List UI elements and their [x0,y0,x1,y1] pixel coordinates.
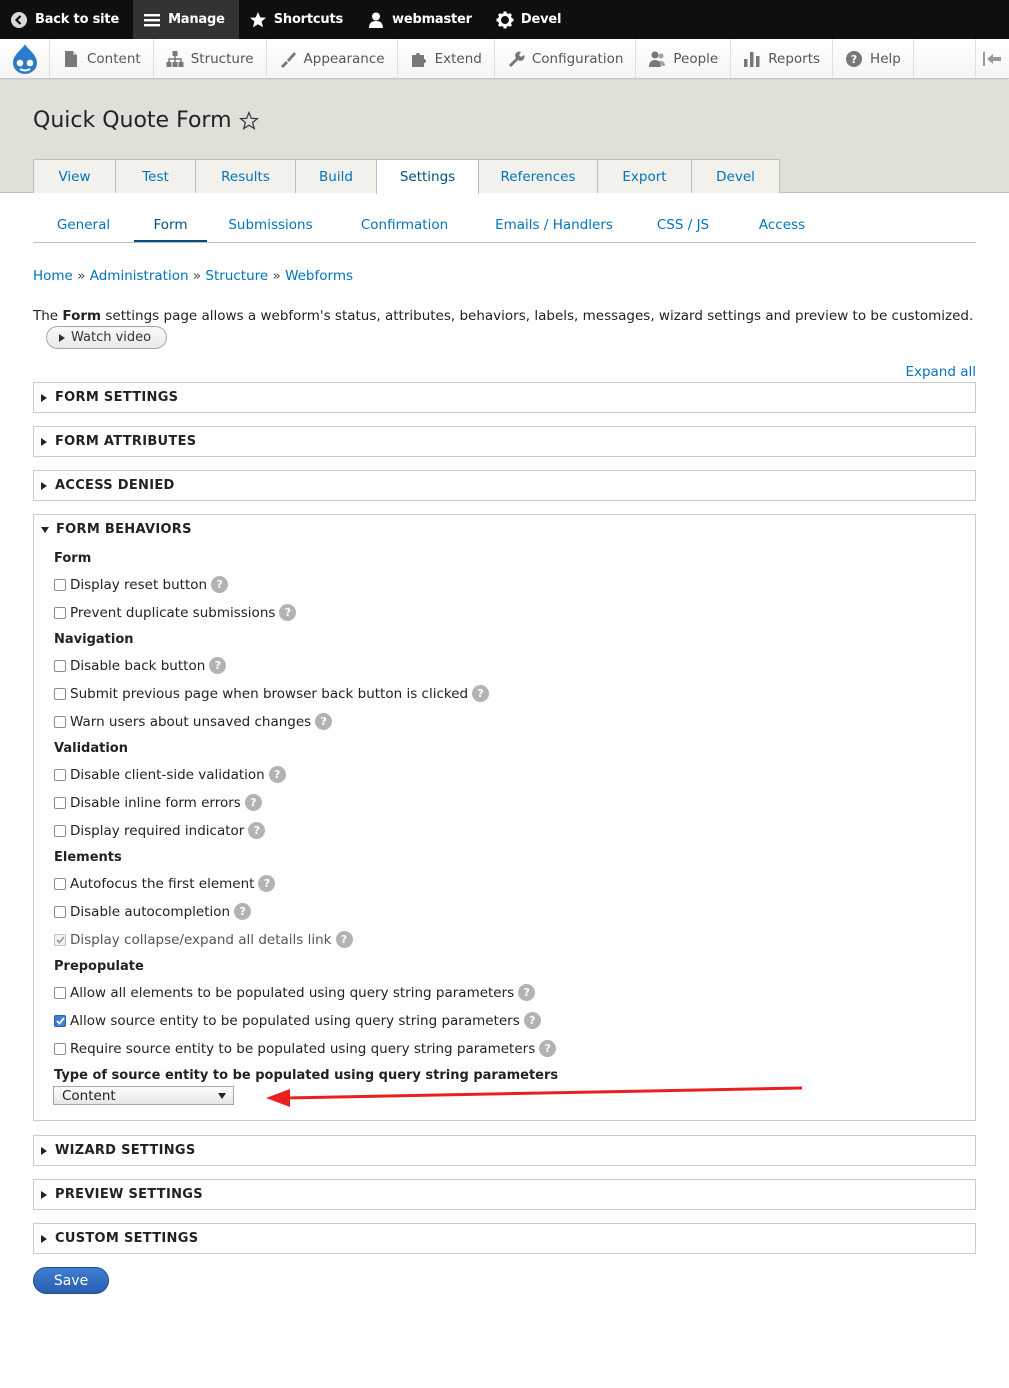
breadcrumb-separator: » [272,268,281,284]
collapse-arrow-icon [41,527,49,533]
primary-tabs [33,159,779,194]
checkbox-disable-client-side-validation[interactable] [54,766,286,783]
checkbox-prevent-duplicate-submissions[interactable] [54,604,296,621]
breadcrumb-structure[interactable]: Structure [205,268,269,284]
checkbox[interactable] [54,825,66,837]
shortcuts-link[interactable] [239,0,357,39]
hamburger-icon [143,11,161,29]
group-title-elements: Elements [54,850,122,865]
menu-configuration[interactable] [495,39,637,78]
checkbox-warn-unsaved-changes[interactable] [54,713,332,730]
page-description [33,308,973,324]
chevron-down-icon [218,1093,226,1099]
breadcrumb [33,268,353,284]
tab-references[interactable]: References [478,159,598,193]
menu-content-label: Content [87,50,141,67]
menu-reports[interactable] [731,39,833,78]
section-title: FORM BEHAVIORS [56,522,192,537]
help-icon[interactable]: ? [518,984,535,1001]
summary-form-behaviors[interactable] [34,515,975,544]
tray-spacer [914,39,976,78]
group-title-prepopulate: Prepopulate [54,959,144,974]
gear-icon [496,11,514,29]
checkbox-label: Display required indicator [70,822,245,839]
checkbox-label: Allow all elements to be populated using query string parameters [70,984,515,1001]
menu-appearance[interactable] [267,39,398,78]
details-access-denied [33,470,976,501]
checkbox-label: Display collapse/expand all details link [70,931,332,948]
tab-results[interactable]: Results [195,159,296,193]
checkbox[interactable] [54,660,66,672]
expand-all-link[interactable]: Expand all [905,364,976,380]
breadcrumb-webforms[interactable]: Webforms [285,268,354,284]
checkbox-label: Submit previous page when browser back button is clicked [70,685,469,702]
details-preview-settings [33,1179,976,1210]
help-icon[interactable]: ? [336,931,353,948]
checkbox-label: Disable autocompletion [70,903,231,920]
subtab-general[interactable]: General [56,217,111,233]
group-title-navigation: Navigation [54,632,134,647]
checkmark-icon [56,936,65,944]
checkbox-checked[interactable] [54,1015,66,1027]
checkbox-label: Display reset button [70,576,208,593]
checkbox[interactable] [54,987,66,999]
menu-extend[interactable] [398,39,495,78]
details-form-settings [33,382,976,413]
secondary-tabs [33,208,976,243]
shortcuts-label: Shortcuts [273,12,344,27]
group-title-form: Form [54,551,92,566]
section-title: FORM ATTRIBUTES [55,434,197,449]
breadcrumb-separator: » [77,268,86,284]
play-icon [59,334,65,342]
checkbox-display-reset-button[interactable] [54,576,228,593]
shortcut-star-icon[interactable] [239,111,259,131]
summary-wizard-settings[interactable] [34,1136,975,1165]
menu-configuration-label: Configuration [531,50,624,67]
checkbox[interactable] [54,607,66,619]
help-icon[interactable]: ? [211,576,228,593]
user-link[interactable] [357,0,486,39]
checkbox-label: Disable inline form errors [70,794,241,811]
star-icon [249,11,267,29]
help-icon[interactable]: ? [245,794,262,811]
expand-arrow-icon [41,1191,47,1199]
checkbox-submit-previous-page[interactable] [54,685,489,702]
manage-link[interactable] [133,0,239,39]
group-title-validation: Validation [54,741,128,756]
summary-preview-settings[interactable] [34,1180,975,1209]
checkbox-label: Require source entity to be populated using query string parameters [70,1040,536,1057]
source-entity-type-select[interactable] [53,1086,234,1105]
breadcrumb-home[interactable]: Home [33,268,73,284]
checkbox-require-source-entity-prepopulate[interactable] [54,1040,556,1057]
checkbox[interactable] [54,688,66,700]
breadcrumb-administration[interactable]: Administration [89,268,189,284]
description-post: settings page allows a webform's status, attributes, behaviors, labels, messages, wizard settings and preview to be customized. [101,308,974,324]
summary-access-denied[interactable] [34,471,975,500]
summary-form-settings[interactable] [34,383,975,412]
expand-arrow-icon [41,394,47,402]
bar-chart-icon [743,50,761,68]
expand-arrow-icon [41,482,47,490]
checkbox[interactable] [54,1043,66,1055]
tab-devel[interactable]: Devel [691,159,780,193]
subtab-access[interactable]: Access [758,217,806,233]
help-icon[interactable]: ? [472,685,489,702]
checkbox-label: Allow source entity to be populated using query string parameters [70,1012,520,1029]
checkbox-display-required-indicator[interactable] [54,822,265,839]
subtab-form[interactable]: Form [134,208,207,242]
menu-help[interactable] [833,39,914,78]
description-pre: The [33,308,63,324]
menu-appearance-label: Appearance [303,50,385,67]
details-wizard-settings [33,1135,976,1166]
expand-arrow-icon [41,438,47,446]
svg-text:?: ? [850,52,858,66]
section-title: ACCESS DENIED [55,478,175,493]
subtab-css-js[interactable]: CSS / JS [656,217,710,233]
help-icon[interactable]: ? [315,713,332,730]
watch-video-label: Watch video [71,330,152,345]
menu-structure[interactable] [154,39,267,78]
details-custom-settings [33,1223,976,1254]
devel-label: Devel [520,12,562,27]
breadcrumb-separator: » [192,268,202,284]
puzzle-icon [410,50,428,68]
checkbox[interactable] [54,906,66,918]
checkbox-label: Warn users about unsaved changes [70,713,312,730]
help-icon[interactable]: ? [524,1012,541,1029]
user-icon [367,11,385,29]
people-icon [648,50,666,68]
summary-form-attributes[interactable] [34,427,975,456]
section-title: CUSTOM SETTINGS [55,1231,199,1246]
menu-people[interactable] [636,39,731,78]
checkbox-allow-source-entity-prepopulate[interactable] [54,1012,541,1029]
wrench-icon [507,50,525,68]
checkbox[interactable] [54,797,66,809]
help-icon[interactable]: ? [209,657,226,674]
menu-reports-label: Reports [768,50,821,67]
details-form-behaviors [33,514,976,1121]
help-icon[interactable]: ? [539,1040,556,1057]
paintbrush-icon [279,50,297,68]
help-icon[interactable]: ? [248,822,265,839]
checkbox-label: Disable client-side validation [70,766,265,783]
checkbox[interactable] [54,769,66,781]
subtab-confirmation[interactable]: Confirmation [360,217,449,233]
checkbox[interactable] [54,716,66,728]
checkbox-label: Autofocus the first element [70,875,255,892]
back-to-site-label: Back to site [35,12,120,27]
document-icon [62,50,80,68]
section-title: PREVIEW SETTINGS [55,1187,203,1202]
admin-menu-tray [0,39,1009,79]
checkbox-disable-autocompletion[interactable] [54,903,251,920]
subtab-submissions[interactable]: Submissions [228,217,313,233]
back-arrow-icon [10,11,28,29]
user-label: webmaster [392,12,472,27]
back-to-site-link[interactable] [0,0,133,39]
watch-video-button[interactable] [46,326,167,349]
admin-toolbar [0,0,1009,39]
select-value: Content [62,1087,116,1104]
help-icon[interactable]: ? [269,766,286,783]
details-form-attributes [33,426,976,457]
help-icon[interactable]: ? [234,903,251,920]
checkmark-icon [56,1017,65,1025]
checkbox[interactable] [54,579,66,591]
section-title: FORM SETTINGS [55,390,179,405]
tab-settings[interactable]: Settings [376,159,479,194]
expand-arrow-icon [41,1235,47,1243]
menu-structure-label: Structure [190,50,254,67]
description-bold: Form [62,308,102,324]
manage-label: Manage [168,12,225,27]
help-icon[interactable]: ? [279,604,296,621]
help-circle-icon [845,50,863,68]
drupal-drop-icon [10,43,40,75]
collapse-left-icon [982,52,1002,66]
tab-build[interactable]: Build [295,159,377,193]
menu-help-label: Help [870,50,901,67]
devel-link[interactable] [486,0,575,39]
tab-test[interactable]: Test [115,159,196,193]
tray-orientation-toggle[interactable] [976,39,1009,78]
checkbox-disabled [54,934,66,946]
checkbox-label: Prevent duplicate submissions [70,604,276,621]
drupal-logo[interactable] [0,39,50,78]
tab-view[interactable]: View [33,159,116,193]
subtab-emails-handlers[interactable]: Emails / Handlers [495,217,613,233]
checkbox-display-collapse-expand-link [54,931,353,948]
checkbox-disable-back-button[interactable] [54,657,226,674]
menu-people-label: People [673,50,719,67]
checkbox[interactable] [54,878,66,890]
help-icon[interactable]: ? [258,875,275,892]
checkbox-disable-inline-form-errors[interactable] [54,794,262,811]
checkbox-allow-all-elements-prepopulate[interactable] [54,984,535,1001]
page-title: Quick Quote Form [33,108,232,133]
menu-content[interactable] [50,39,154,78]
menu-extend-label: Extend [434,50,482,67]
summary-custom-settings[interactable] [34,1224,975,1253]
sitemap-icon [166,50,184,68]
section-title: WIZARD SETTINGS [55,1143,196,1158]
tab-export[interactable]: Export [597,159,692,193]
checkbox-autofocus-first-element[interactable] [54,875,275,892]
source-entity-type-label: Type of source entity to be populated using query string parameters [54,1068,559,1083]
expand-arrow-icon [41,1147,47,1155]
checkbox-label: Disable back button [70,657,206,674]
save-button[interactable]: Save [33,1267,109,1294]
